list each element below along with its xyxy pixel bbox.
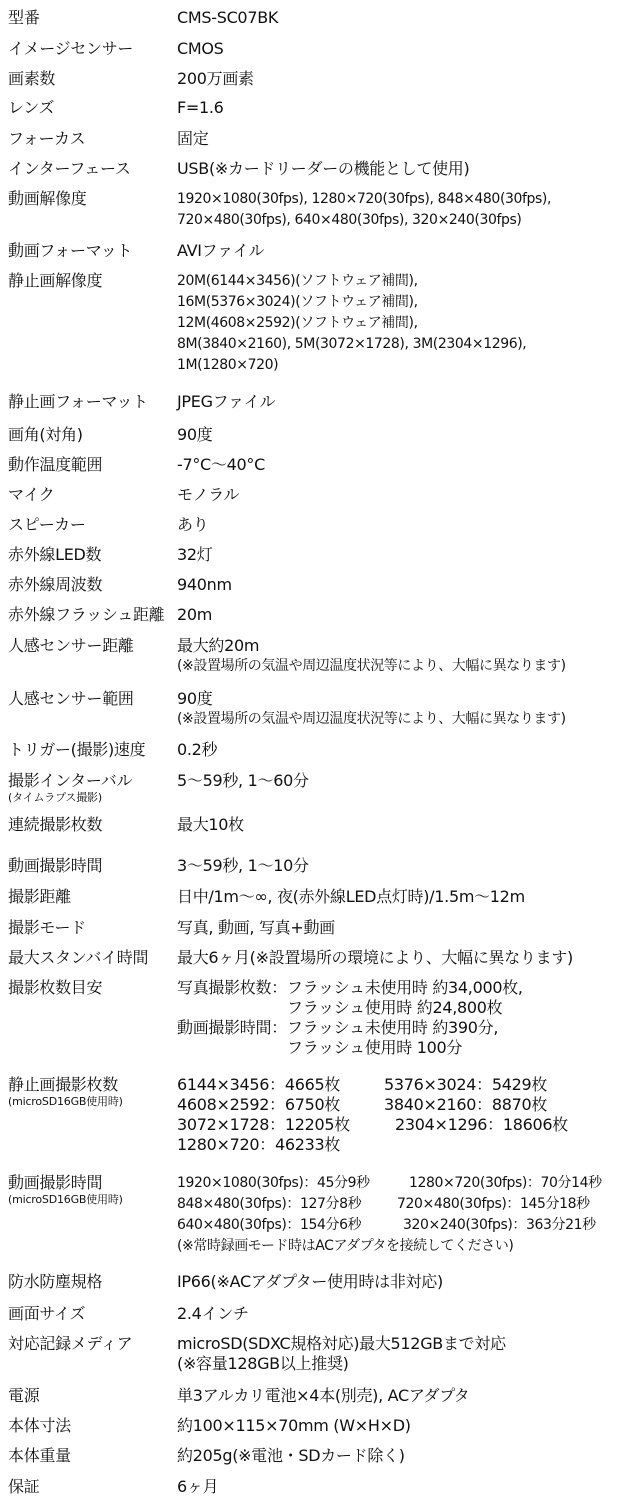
label-text: 静止画撮影枚数 [8, 1075, 118, 1094]
value-line: microSD(SDXC規格対応)最大512GBまで対応 [177, 1334, 506, 1353]
spec-value [177, 69, 254, 89]
spec-label: 赤外線LED数 [8, 545, 102, 564]
spec-value [177, 39, 224, 59]
spec-label: 動画撮影時間 [8, 856, 103, 875]
value-line: CMOS [177, 39, 224, 58]
spec-value [177, 771, 309, 791]
spec-value [177, 1272, 443, 1292]
value-line: あり [177, 515, 209, 534]
spec-value [177, 856, 309, 876]
spec-label: 人感センサー範囲 [8, 689, 134, 708]
capacity-cell: 3072×1728：12205枚 [177, 1115, 350, 1134]
value-line: CMS-SC07BK [177, 8, 279, 27]
value-line: 固定 [177, 129, 209, 148]
value-line: 最大約20m [177, 636, 260, 655]
value-line: 16M(5376×3024)(ソフトウェア補間), [177, 294, 418, 310]
value-line: 32灯 [177, 545, 213, 564]
spec-value [177, 241, 264, 261]
spec-label: 動画解像度 [8, 189, 87, 208]
spec-value [177, 918, 335, 938]
spec-label: レンズ [8, 98, 55, 117]
label-note: (タイムラプス撮影) [8, 791, 102, 804]
spec-label: 防水防塵規格 [8, 1272, 103, 1291]
spec-value [177, 948, 573, 968]
spec-value [177, 1173, 602, 1257]
value-note: (※設置場所の気温や周辺温度状況等により、大幅に異なります) [177, 711, 566, 727]
capacity-cell: 320×240(30fps)：363分21秒 [403, 1217, 596, 1233]
capacity-cell: 6144×3456：4665枚 [177, 1075, 341, 1094]
spec-label: 連続撮影枚数 [8, 815, 103, 834]
value-line: 最大10枚 [177, 815, 244, 834]
label-text: 撮影インターバル [8, 771, 133, 790]
spec-value [177, 1386, 469, 1406]
spec-label: 最大スタンバイ時間 [8, 948, 149, 967]
spec-label: 人感センサー距離 [8, 636, 134, 655]
spec-label: 撮影モード [8, 918, 86, 937]
capacity-cell: 1280×720：46233枚 [177, 1135, 341, 1154]
spec-label: 画素数 [8, 69, 56, 88]
spec-value [177, 978, 523, 1058]
value-line: (※容量128GB以上推奨) [177, 1354, 349, 1373]
value-line: 約205g(※電池・SDカード除く) [177, 1446, 405, 1465]
value-note: (※常時録画モード時はACアダプタを接続してください) [177, 1238, 514, 1254]
spec-value [177, 271, 526, 376]
value-line: F=1.6 [177, 98, 224, 117]
value-line: 12M(4608×2592)(ソフトウェア補間), [177, 315, 418, 331]
spec-value [177, 605, 212, 625]
value-line: 90度 [177, 425, 213, 444]
spec-label: 赤外線フラッシュ距離 [8, 605, 165, 624]
spec-value [177, 1416, 411, 1436]
value-line: 720×480(30fps), 640×480(30fps), 320×240(30fps) [177, 212, 522, 228]
value-line: 6ヶ月 [177, 1477, 219, 1496]
spec-value [177, 8, 278, 28]
capacity-cell: 640×480(30fps)：154分6秒 [177, 1217, 362, 1233]
spec-value [177, 1075, 568, 1155]
spec-label: 赤外線周波数 [8, 575, 103, 594]
value-line: USB(※カードリーダーの機能として使用) [177, 159, 470, 178]
spec-label: 本体重量 [8, 1446, 71, 1465]
capacity-cell: 1280×720(30fps)：70分14秒 [409, 1175, 602, 1191]
value-line: 200万画素 [177, 69, 254, 88]
value-line: 約100×115×70mm (W×H×D) [177, 1416, 411, 1435]
value-line: 1M(1280×720) [177, 357, 279, 373]
value-note: (※設置場所の気温や周辺温度状況等により、大幅に異なります) [177, 658, 566, 674]
spec-label: フォーカス [8, 129, 86, 148]
spec-label: 電源 [8, 1386, 40, 1405]
spec-value [177, 189, 551, 231]
capacity-cell: 3840×2160：8870枚 [384, 1095, 548, 1114]
value-line: 8M(3840×2160), 5M(3072×1728), 3M(2304×1296), [177, 336, 527, 352]
spec-label: 本体寸法 [8, 1416, 71, 1435]
value-line: 5〜59秒, 1〜60分 [177, 771, 309, 790]
value-line: 写真, 動画, 写真+動画 [177, 918, 335, 937]
spec-value [177, 425, 212, 445]
spec-value [177, 1334, 506, 1374]
spec-label: 保証 [8, 1477, 40, 1496]
capacity-cell: 5376×3024：5429枚 [384, 1075, 548, 1094]
spec-label: 静止画解像度 [8, 271, 103, 290]
value-line: フラッシュ使用時 100分 [287, 1038, 463, 1057]
spec-label: 動作温度範囲 [8, 455, 103, 474]
value-line: 2.4インチ [177, 1304, 249, 1323]
spec-value [177, 1477, 218, 1497]
label-note: (microSD16GB使用時) [8, 1193, 123, 1206]
spec-label [8, 1075, 123, 1108]
spec-label: 画面サイズ [8, 1304, 86, 1323]
capacity-cell: 2304×1296：18606枚 [395, 1115, 568, 1134]
value-line: AVIファイル [177, 241, 265, 260]
label-text: 動画撮影時間 [8, 1173, 103, 1192]
spec-value [177, 815, 244, 835]
value-line: フラッシュ使用時 約24,800枚 [287, 998, 503, 1017]
spec-label: イメージセンサー [8, 39, 134, 58]
value-line: 動画撮影時間：フラッシュ未使用時 約390分, [177, 1018, 499, 1037]
value-line: 90度 [177, 689, 213, 708]
capacity-cell: 4608×2592：6750枚 [177, 1095, 341, 1114]
spec-label: 動画フォーマット [8, 241, 133, 260]
spec-value [177, 689, 566, 729]
value-line: 20M(6144×3456)(ソフトウェア補間), [177, 273, 418, 289]
label-note: (microSD16GB使用時) [8, 1095, 123, 1108]
value-line: IP66(※ACアダプター使用時は非対応) [177, 1272, 443, 1291]
value-line: JPEGファイル [177, 392, 276, 411]
spec-label [8, 1173, 123, 1206]
capacity-cell: 848×480(30fps)：127分8秒 [177, 1196, 362, 1212]
value-line: 20m [177, 605, 213, 624]
spec-label: 撮影距離 [8, 887, 71, 906]
spec-label: トリガー(撮影)速度 [8, 740, 146, 759]
spec-label: スピーカー [8, 515, 86, 534]
spec-label: 静止画フォーマット [8, 392, 148, 411]
spec-value [177, 545, 212, 565]
value-line: 単3アルカリ電池×4本(別売), ACアダプタ [177, 1386, 470, 1405]
spec-value [177, 887, 525, 907]
spec-label: 型番 [8, 8, 40, 27]
capacity-cell: 720×480(30fps)：145分18秒 [397, 1196, 590, 1212]
value-line: モノラル [177, 485, 240, 504]
spec-label [8, 771, 132, 804]
value-line: 0.2秒 [177, 740, 218, 759]
value-line: 写真撮影枚数：フラッシュ未使用時 約34,000枚, [177, 978, 523, 997]
value-line: 1920×1080(30fps), 1280×720(30fps), 848×480(30fps), [177, 191, 552, 207]
spec-value [177, 485, 239, 505]
value-line: -7°C〜40°C [177, 455, 265, 474]
spec-label: 画角(対角) [8, 425, 83, 444]
spec-value [177, 159, 469, 179]
spec-value [177, 515, 208, 535]
spec-value [177, 1446, 405, 1466]
value-line: 日中/1m〜∞, 夜(赤外線LED点灯時)/1.5m〜12m [177, 887, 525, 906]
spec-value [177, 1304, 249, 1324]
spec-value [177, 740, 217, 760]
value-line: 最大6ヶ月(※設置場所の環境により、大幅に異なります) [177, 948, 573, 967]
spec-value [177, 455, 265, 475]
spec-label: マイク [8, 485, 55, 504]
spec-value [177, 392, 275, 412]
spec-label: 対応記録メディア [8, 1334, 133, 1353]
spec-value [177, 98, 224, 118]
spec-value [177, 129, 208, 149]
capacity-cell: 1920×1080(30fps)：45分9秒 [177, 1175, 370, 1191]
spec-label: 撮影枚数目安 [8, 978, 103, 997]
spec-value [177, 636, 566, 676]
spec-value [177, 575, 232, 595]
spec-label: インターフェース [8, 159, 131, 178]
value-line: 940nm [177, 575, 232, 594]
value-line: 3〜59秒, 1〜10分 [177, 856, 309, 875]
